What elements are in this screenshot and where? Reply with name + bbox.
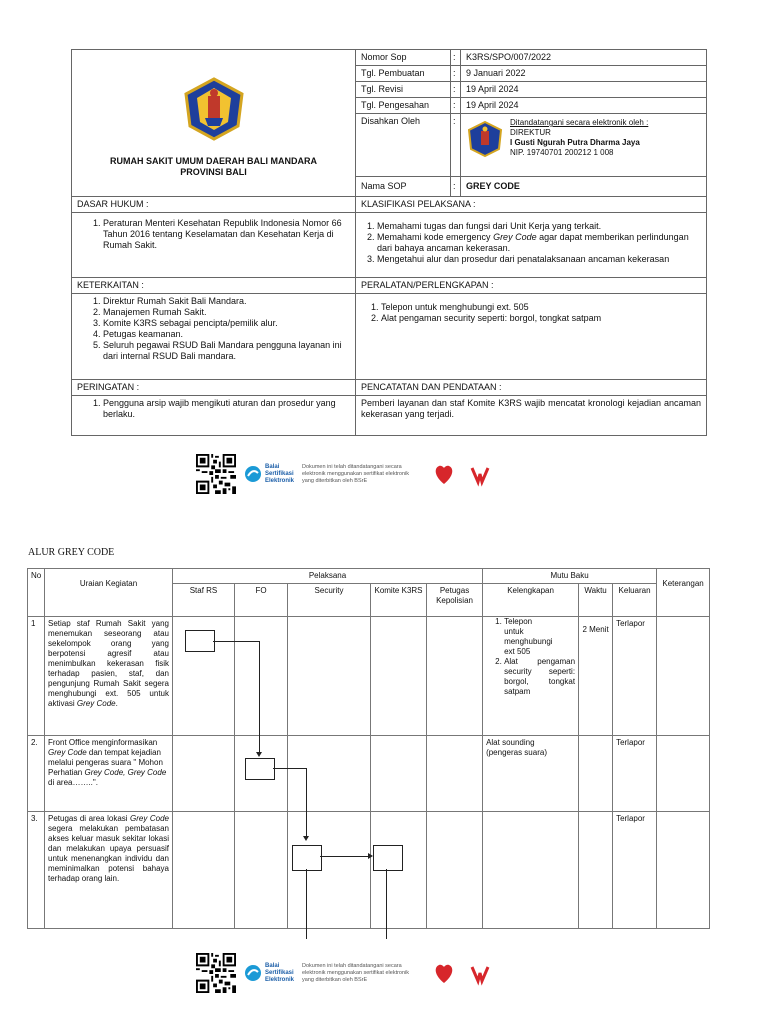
hospital-name: RUMAH SAKIT UMUM DAERAH BALI MANDARA xyxy=(110,156,317,166)
bsre-icon xyxy=(244,964,262,982)
col-no: No xyxy=(28,569,45,617)
sop-header-table xyxy=(71,49,707,436)
cell-komite xyxy=(371,736,427,812)
peringatan-title: PERINGATAN : xyxy=(72,380,356,396)
meta-label-revisi: Tgl. Revisi xyxy=(356,82,451,98)
meta-label-nomor: Nomor Sop xyxy=(356,50,451,66)
flow-table xyxy=(27,568,710,929)
list-item: 5. Seluruh pegawai RSUD Bali Mandara pengguna layanan ini dari internal RSUD Bali mandara. xyxy=(103,340,350,362)
row-keterangan xyxy=(657,736,710,812)
row-kelengkapan xyxy=(483,617,579,736)
wonderful-indonesia-icon xyxy=(466,959,494,987)
row-keterangan xyxy=(657,617,710,736)
process-box-fo xyxy=(245,758,275,780)
list-item: 1. Telepon untuk menghubungi ext. 505 xyxy=(381,302,701,313)
bsre-icon xyxy=(244,465,262,483)
row-keterangan xyxy=(657,812,710,929)
col-komite: Komite K3RS xyxy=(371,584,427,617)
cell-staf xyxy=(173,812,235,929)
pencatatan-title: PENCATATAN DAN PENDATAAN : xyxy=(356,380,707,396)
keterkaitan-title: KETERKAITAN : xyxy=(72,278,356,294)
list-item: 2. Manajemen Rumah Sakit. xyxy=(103,307,350,318)
row-kelengkapan: Alat sounding (pengeras suara) xyxy=(483,736,579,812)
list-item: 1. Memahami tugas dan fungsi dari Unit Kerja yang terkait. xyxy=(377,221,701,232)
signature-nip: NIP. 19740701 200212 1 008 xyxy=(510,148,614,157)
list-item: 1. Direktur Rumah Sakit Bali Mandara. xyxy=(103,296,350,307)
qr-code-icon xyxy=(196,953,236,993)
process-box-staf xyxy=(185,630,215,652)
bali-province-emblem-icon xyxy=(181,76,247,142)
meta-colon: : xyxy=(451,50,461,66)
signature-emblem-icon xyxy=(466,120,504,158)
klasifikasi-body xyxy=(356,213,707,278)
meta-value-revisi: 19 April 2024 xyxy=(461,82,707,98)
meta-colon: : xyxy=(451,177,461,197)
cell-security xyxy=(288,736,371,812)
process-box-security xyxy=(292,845,322,871)
meta-label-nama-sop: Nama SOP xyxy=(356,177,451,197)
peralatan-title: PERALATAN/PERLENGKAPAN : xyxy=(356,278,707,294)
list-item: 2. Alat pengaman security seperti: borgol, tongkat satpam xyxy=(504,657,575,697)
row-no: 3. xyxy=(28,812,45,929)
footer-note: Dokumen ini telah ditandatangani secara elektronik menggunakan sertifikat elektronik yang diterbitkan oleh BSrE xyxy=(302,962,410,983)
col-keluaran: Keluaran xyxy=(613,584,657,617)
col-kelengkapan: Kelengkapan xyxy=(483,584,579,617)
col-staf-rs: Staf RS xyxy=(173,584,235,617)
arrow-down-icon xyxy=(303,836,309,841)
row-uraian: Front Office menginformasikan Grey Code dan tempat kejadian melalui pengeras suara " Mohon Perhatian Grey Code, Grey Code di area……..". xyxy=(45,736,173,812)
list-item: 4. Petugas keamanan. xyxy=(103,329,350,340)
signature-name: I Gusti Ngurah Putra Dharma Jaya xyxy=(510,138,640,147)
col-pelaksana: Pelaksana xyxy=(173,569,483,584)
signature-note: Ditandatangani secara elektronik oleh : xyxy=(510,118,649,127)
table-row xyxy=(28,736,710,812)
cell-fo xyxy=(235,812,288,929)
connector-line xyxy=(213,641,260,642)
list-item: 2. Memahami kode emergency Grey Code agar dapat memberikan perlindungan dari bahaya ancaman kekerasan. xyxy=(377,232,701,254)
meta-label-pembuatan: Tgl. Pembuatan xyxy=(356,66,451,82)
cell-staf xyxy=(173,736,235,812)
row-waktu xyxy=(579,812,613,929)
list-item: 3. Mengetahui alur dan prosedur dari penatalaksanaan ancaman kekerasan xyxy=(377,254,701,265)
row-keluaran: Terlapor xyxy=(613,812,657,929)
row-no: 1 xyxy=(28,617,45,736)
col-security: Security xyxy=(288,584,371,617)
meta-label-pengesahan: Tgl. Pengesahan xyxy=(356,98,451,114)
row-kelengkapan xyxy=(483,812,579,929)
col-keterangan: Keterangan xyxy=(657,569,710,617)
connector-line xyxy=(273,768,307,769)
page-footer xyxy=(196,453,536,495)
flow-title: ALUR GREY CODE xyxy=(28,547,115,558)
connector-line xyxy=(259,641,260,752)
meta-label-disahkan: Disahkan Oleh xyxy=(356,114,451,177)
klasifikasi-title: KLASIFIKASI PELAKSANA : xyxy=(356,197,707,213)
row-waktu xyxy=(579,736,613,812)
row-keluaran: Terlapor xyxy=(613,736,657,812)
bsre-logo: Balai Sertifikasi Elektronik xyxy=(244,464,294,485)
cell-security xyxy=(288,617,371,736)
row-no: 2. xyxy=(28,736,45,812)
connector-line xyxy=(386,869,387,939)
hospital-identity-cell xyxy=(72,50,356,197)
row-keluaran: Terlapor xyxy=(613,617,657,736)
meta-value-nomor: K3RS/SPO/007/2022 xyxy=(461,50,707,66)
col-polisi: Petugas Kepolisian xyxy=(427,584,483,617)
connector-line xyxy=(320,856,368,857)
row-uraian: Setiap staf Rumah Sakit yang menemukan seseorang atau sekelompok orang yang berpotensi agresif atau menimbulkan kekerasan fisik terhadap pasien, staf, dan pengunjung Rumah Sakit segera menghubungi ext. 505 untuk aktivasi Grey Code. xyxy=(45,617,173,736)
meta-colon: : xyxy=(451,82,461,98)
hospital-province: PROVINSI BALI xyxy=(180,167,247,177)
page-footer xyxy=(196,952,536,994)
footer-note: Dokumen ini telah ditandatangani secara elektronik menggunakan sertifikat elektronik yang diterbitkan oleh BSrE xyxy=(302,463,410,484)
cell-komite xyxy=(371,617,427,736)
arrow-down-icon xyxy=(256,752,262,757)
meta-colon: : xyxy=(451,98,461,114)
col-mutu-baku: Mutu Baku xyxy=(483,569,657,584)
keterkaitan-body xyxy=(72,294,356,380)
table-row xyxy=(28,617,710,736)
process-box-komite xyxy=(373,845,403,871)
bangga-buatan-indonesia-icon xyxy=(430,460,458,488)
table-row xyxy=(28,812,710,929)
list-item: 2. Alat pengaman security seperti: borgol, tongkat satpam xyxy=(381,313,701,324)
sop-name-value: GREY CODE xyxy=(461,177,707,197)
list-item: 1. Pengguna arsip wajib mengikuti aturan dan prosedur yang berlaku. xyxy=(103,398,350,420)
bsre-logo: Balai Sertifikasi Elektronik xyxy=(244,963,294,984)
cell-polisi xyxy=(427,736,483,812)
connector-line xyxy=(306,869,307,939)
col-fo: FO xyxy=(235,584,288,617)
cell-fo xyxy=(235,617,288,736)
meta-colon: : xyxy=(451,114,461,177)
meta-value-pengesahan: 19 April 2024 xyxy=(461,98,707,114)
peralatan-body xyxy=(356,294,707,380)
col-waktu: Waktu xyxy=(579,584,613,617)
cell-polisi xyxy=(427,812,483,929)
signature-position: DIREKTUR xyxy=(510,128,551,137)
electronic-signature xyxy=(466,118,701,158)
row-uraian: Petugas di area lokasi Grey Code segera melakukan pembatasan akses keluar masuk sekitar lokasi dan melakukan upaya persuasif untuk menenangkan individu dan meminimalkan potensi bahaya terhadap orang lain. xyxy=(45,812,173,929)
meta-value-pembuatan: 9 Januari 2022 xyxy=(461,66,707,82)
bangga-buatan-indonesia-icon xyxy=(430,959,458,987)
row-waktu: 2 Menit xyxy=(579,617,613,736)
dasar-hukum-title: DASAR HUKUM : xyxy=(72,197,356,213)
meta-colon: : xyxy=(451,66,461,82)
list-item: 1. Telepon untuk menghubungi ext 505 xyxy=(504,617,575,657)
signature-cell xyxy=(461,114,707,177)
list-item: 1. Peraturan Menteri Kesehatan Republik Indonesia Nomor 66 Tahun 2016 tentang Keselamatan dan Kesehatan Kerja di Rumah Sakit. xyxy=(103,218,350,251)
col-uraian: Uraian Kegiatan xyxy=(45,569,173,617)
dasar-hukum-body xyxy=(72,213,356,278)
qr-code-icon xyxy=(196,454,236,494)
peringatan-body xyxy=(72,396,356,436)
connector-line xyxy=(306,768,307,836)
list-item: 3. Komite K3RS sebagai pencipta/pemilik alur. xyxy=(103,318,350,329)
wonderful-indonesia-icon xyxy=(466,460,494,488)
cell-polisi xyxy=(427,617,483,736)
pencatatan-body: Pemberi layanan dan staf Komite K3RS wajib mencatat kronologi kejadian ancaman kekerasan yang terjadi. xyxy=(356,396,707,436)
